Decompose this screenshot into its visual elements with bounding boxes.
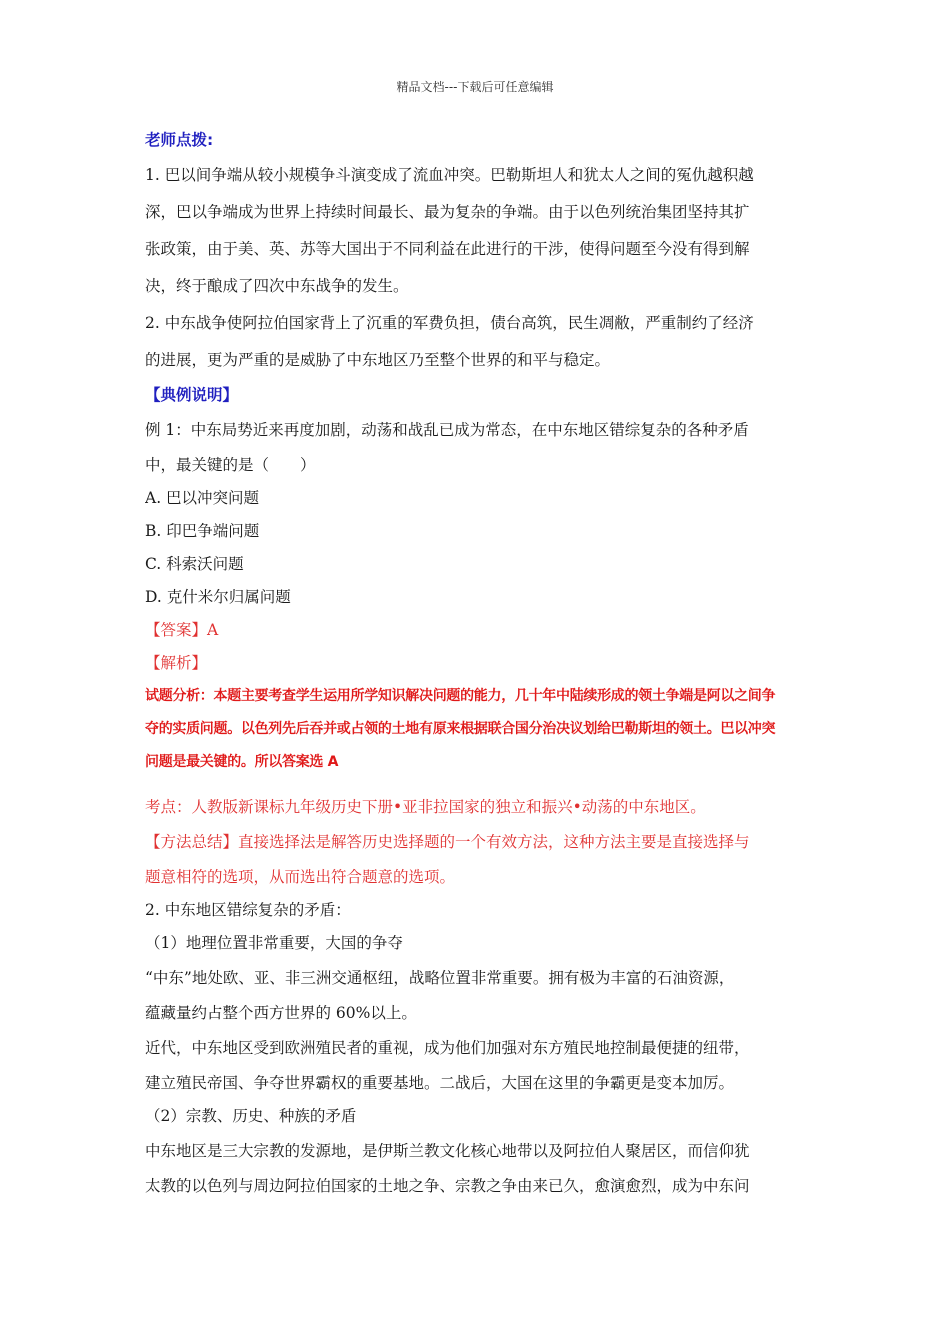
tips-line: 决，终于酿成了四次中东战争的发生。 xyxy=(145,277,409,295)
method-line: 题意相符的选项，从而选出符合题意的选项。 xyxy=(145,868,456,886)
section2-sub1: （1）地理位置非常重要，大国的争夺 xyxy=(145,934,403,952)
tips-line: 2. 中东战争使阿拉伯国家背上了沉重的军费负担，债台高筑，民生凋敝，严重制约了经济 xyxy=(145,314,754,332)
para-line: 建立殖民帝国、争夺世界霸权的重要基地。二战后，大国在这里的争霸更是变本加厉。 xyxy=(145,1074,735,1092)
para-line: “中东”地处欧、亚、非三洲交通枢纽，战略位置非常重要。拥有极为丰富的石油资源， xyxy=(145,969,735,987)
method-line: 【方法总结】直接选择法是解答历史选择题的一个有效方法，这种方法主要是直接选择与 xyxy=(145,833,750,851)
page-header: 精品文档---下载后可任意编辑 xyxy=(396,80,554,94)
analysis-title: 【解析】 xyxy=(145,654,208,672)
tips-line: 的进展，更为严重的是威胁了中东地区乃至整个世界的和平与稳定。 xyxy=(145,351,611,369)
para-line: 太教的以色列与周边阿拉伯国家的土地之争、宗教之争由来已久，愈演愈烈，成为中东问 xyxy=(145,1177,750,1195)
option-a: A. 巴以冲突问题 xyxy=(145,489,260,507)
tips-line: 张政策，由于美、英、苏等大国出于不同利益在此进行的干涉，使得问题至今没有得到解 xyxy=(145,240,750,258)
option-c: C. 科索沃问题 xyxy=(145,555,244,573)
tips-line: 1. 巴以间争端从较小规模争斗演变成了流血冲突。巴勒斯坦人和犹太人之间的冤仇越积越 xyxy=(145,166,754,184)
section2-title: 2. 中东地区错综复杂的矛盾： xyxy=(145,901,351,919)
analysis-line: 夺的实质问题。以色列先后吞并或占领的土地有原来根据联合国分治决议划给巴勒斯坦的领土。巴以冲突 xyxy=(145,721,776,737)
option-d: D. 克什米尔归属问题 xyxy=(145,588,291,606)
tips-line: 深，巴以争端成为世界上持续时间最长、最为复杂的争端。由于以色列统治集团坚持其扩 xyxy=(145,203,750,221)
question-line: 中，最关键的是（ ） xyxy=(145,456,316,474)
para-line: 蕴藏量约占整个西方世界的 60%以上。 xyxy=(145,1004,417,1022)
teacher-tips-title: 老师点拨: xyxy=(145,131,214,149)
answer: 【答案】A xyxy=(145,621,219,639)
example-title: 【典例说明】 xyxy=(145,386,239,404)
para-line: 近代，中东地区受到欧洲殖民者的重视，成为他们加强对东方殖民地控制最便捷的纽带， xyxy=(145,1039,750,1057)
analysis-line: 问题是最关键的。所以答案选 A xyxy=(145,754,339,770)
para-line: 中东地区是三大宗教的发源地，是伊斯兰教文化核心地带以及阿拉伯人聚居区，而信仰犹 xyxy=(145,1142,750,1160)
document-body xyxy=(145,124,810,1203)
section2-sub2: （2）宗教、历史、种族的矛盾 xyxy=(145,1107,357,1125)
option-b: B. 印巴争端问题 xyxy=(145,522,260,540)
question-line: 例 1：中东局势近来再度加剧，动荡和战乱已成为常态，在中东地区错综复杂的各种矛盾 xyxy=(145,421,749,439)
analysis-line: 试题分析：本题主要考查学生运用所学知识解决问题的能力，几十年中陆续形成的领土争端是阿以之间争 xyxy=(145,688,776,704)
exam-point: 考点：人教版新课标九年级历史下册•亚非拉国家的独立和振兴•动荡的中东地区。 xyxy=(145,798,706,816)
